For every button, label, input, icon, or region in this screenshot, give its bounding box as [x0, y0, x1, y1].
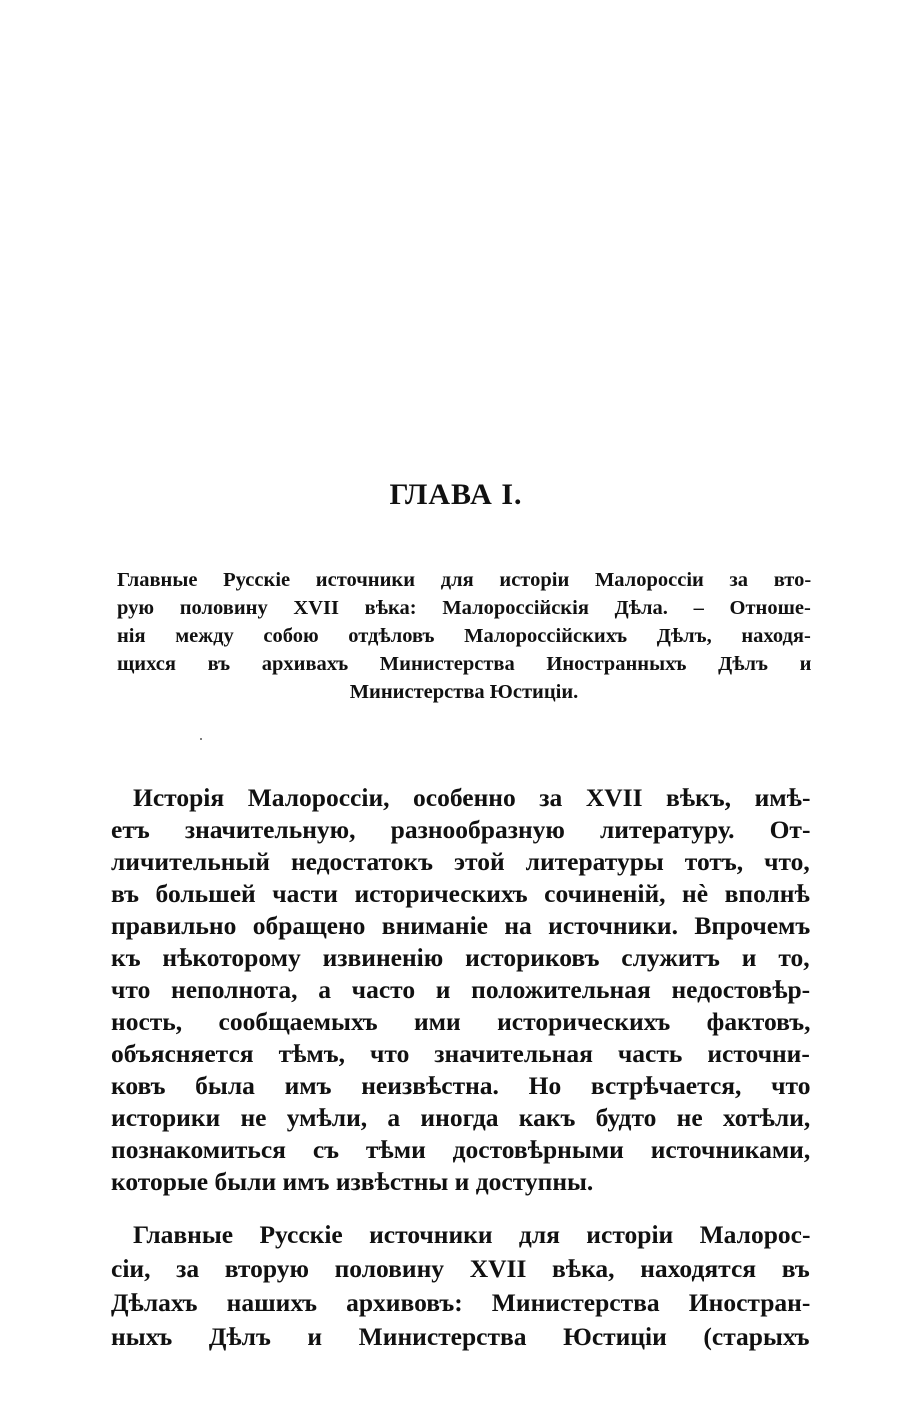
text-line: [111, 878, 810, 910]
summary-line-text: рую половину XVII вѣка: Малороссійскія Дѣла. – Отноше-: [117, 597, 811, 619]
text-line-text: сіи, за вторую половину XVII вѣка, находятся въ: [111, 1254, 810, 1283]
text-line: [111, 1102, 810, 1134]
text-line-text: въ большей части историческихъ сочиненій, нѐ вполнѣ: [111, 879, 810, 908]
text-line: [111, 1006, 810, 1038]
text-line: [111, 782, 810, 814]
text-line-text: что неполнота, а часто и положительная недостовѣр-: [111, 975, 811, 1004]
text-line-text: ныхъ Дѣлъ и Министерства Юстиціи (старыхъ: [111, 1322, 810, 1351]
text-line: [111, 942, 810, 974]
body-text: [111, 782, 810, 1354]
text-line-text: познакомиться съ тѣми достовѣрными источниками,: [111, 1135, 811, 1164]
text-line-text: правильно обращено вниманіе на источники. Впрочемъ: [111, 911, 811, 940]
chapter-summary: [117, 566, 811, 706]
text-line-text: етъ значительную, разнообразную литературу. От-: [111, 815, 811, 844]
text-line: [111, 1038, 810, 1070]
text-line-text: личительный недостатокъ этой литературы тотъ, что,: [111, 847, 810, 876]
text-line-text: Исторія Малороссіи, особенно за XVII вѣкъ, имѣ-: [133, 783, 811, 812]
text-line: [111, 1070, 810, 1102]
paragraph-2: [111, 1218, 810, 1354]
text-line: [111, 1134, 810, 1166]
summary-line-text: нія между собою отдѣловъ Малороссійскихъ Дѣлъ, находя-: [117, 625, 811, 647]
chapter-heading: ГЛАВА I.: [389, 478, 523, 511]
text-line: [111, 1218, 810, 1252]
text-line: [111, 910, 810, 942]
summary-line-text: Министерства Юстиціи.: [349, 681, 579, 703]
paragraph-1: [111, 782, 810, 1198]
summary-line: [117, 678, 811, 706]
text-line-text: Дѣлахъ нашихъ архивовъ: Министерства Иностран-: [111, 1288, 811, 1317]
summary-line: [117, 622, 811, 650]
text-line: [111, 1286, 810, 1320]
text-line-text: историки не умѣли, а иногда какъ будто не хотѣли,: [111, 1103, 811, 1132]
text-line: [111, 1252, 810, 1286]
text-line: [111, 1320, 810, 1354]
text-line: [111, 974, 810, 1006]
summary-line-text: Главные Русскіе источники для исторіи Малороссіи за вто-: [117, 569, 812, 591]
text-line-text: Главные Русскіе источники для исторіи Малорос-: [133, 1220, 811, 1249]
text-line-text: которые были имъ извѣстны и доступны.: [111, 1167, 594, 1196]
text-line-text: къ нѣкоторому извиненію историковъ служитъ и то,: [111, 943, 810, 972]
text-line-text: объясняется тѣмъ, что значительная часть источни-: [111, 1039, 810, 1068]
print-speck: [200, 738, 202, 740]
text-line: [111, 814, 810, 846]
summary-line: [117, 566, 811, 594]
text-line: [111, 846, 810, 878]
text-line: [111, 1166, 810, 1198]
summary-line: [117, 594, 811, 622]
summary-line-text: щихся въ архивахъ Министерства Иностранныхъ Дѣлъ и: [117, 653, 812, 675]
text-line-text: ность, сообщаемыхъ ими историческихъ фактовъ,: [111, 1007, 811, 1036]
text-line-text: ковъ была имъ неизвѣстна. Но встрѣчается, что: [111, 1071, 811, 1100]
summary-line: [117, 650, 811, 678]
